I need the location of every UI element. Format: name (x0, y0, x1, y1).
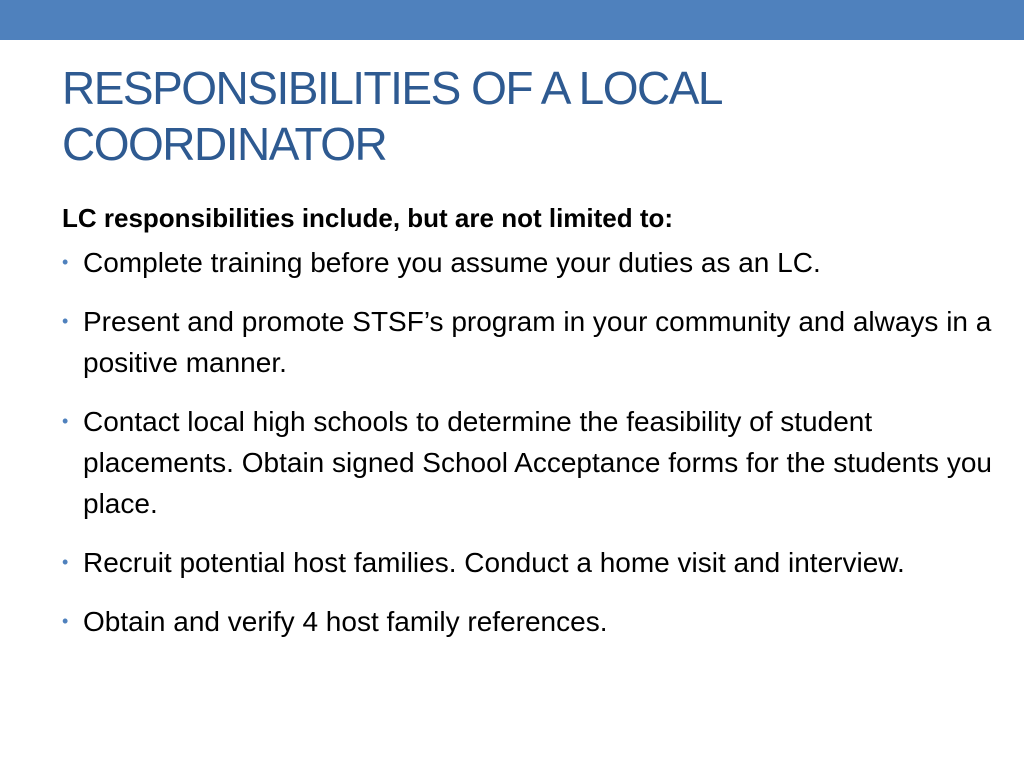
list-item (62, 601, 1002, 642)
slide-title-line-2: COORDINATOR (62, 118, 387, 170)
bullet-icon: • (62, 552, 69, 572)
list-item-text: Obtain and verify 4 host family references. (83, 606, 608, 637)
bullet-icon: • (62, 611, 69, 631)
header-accent-bar (0, 0, 1024, 40)
list-item-text: Contact local high schools to determine the feasibility of student placements. Obtain signed School Acceptance forms for the students you place. (83, 406, 992, 519)
list-item-text: Recruit potential host families. Conduct a home visit and interview. (83, 547, 905, 578)
bullet-icon: • (62, 411, 69, 431)
bullet-icon: • (62, 252, 69, 272)
list-item (62, 242, 1002, 283)
list-item (62, 542, 1002, 583)
intro-text: LC responsibilities include, but are not limited to: (62, 203, 674, 233)
bullet-icon: • (62, 311, 69, 331)
list-item-text: Present and promote STSF’s program in your community and always in a positive manner. (83, 306, 992, 378)
responsibility-list (62, 242, 1002, 642)
slide-body (62, 202, 1002, 660)
slide-title (62, 60, 982, 172)
list-item (62, 401, 1002, 524)
slide-title-line-1: RESPONSIBILITIES OF A LOCAL (62, 62, 722, 114)
list-item-text: Complete training before you assume your duties as an LC. (83, 247, 821, 278)
list-item (62, 301, 1002, 383)
